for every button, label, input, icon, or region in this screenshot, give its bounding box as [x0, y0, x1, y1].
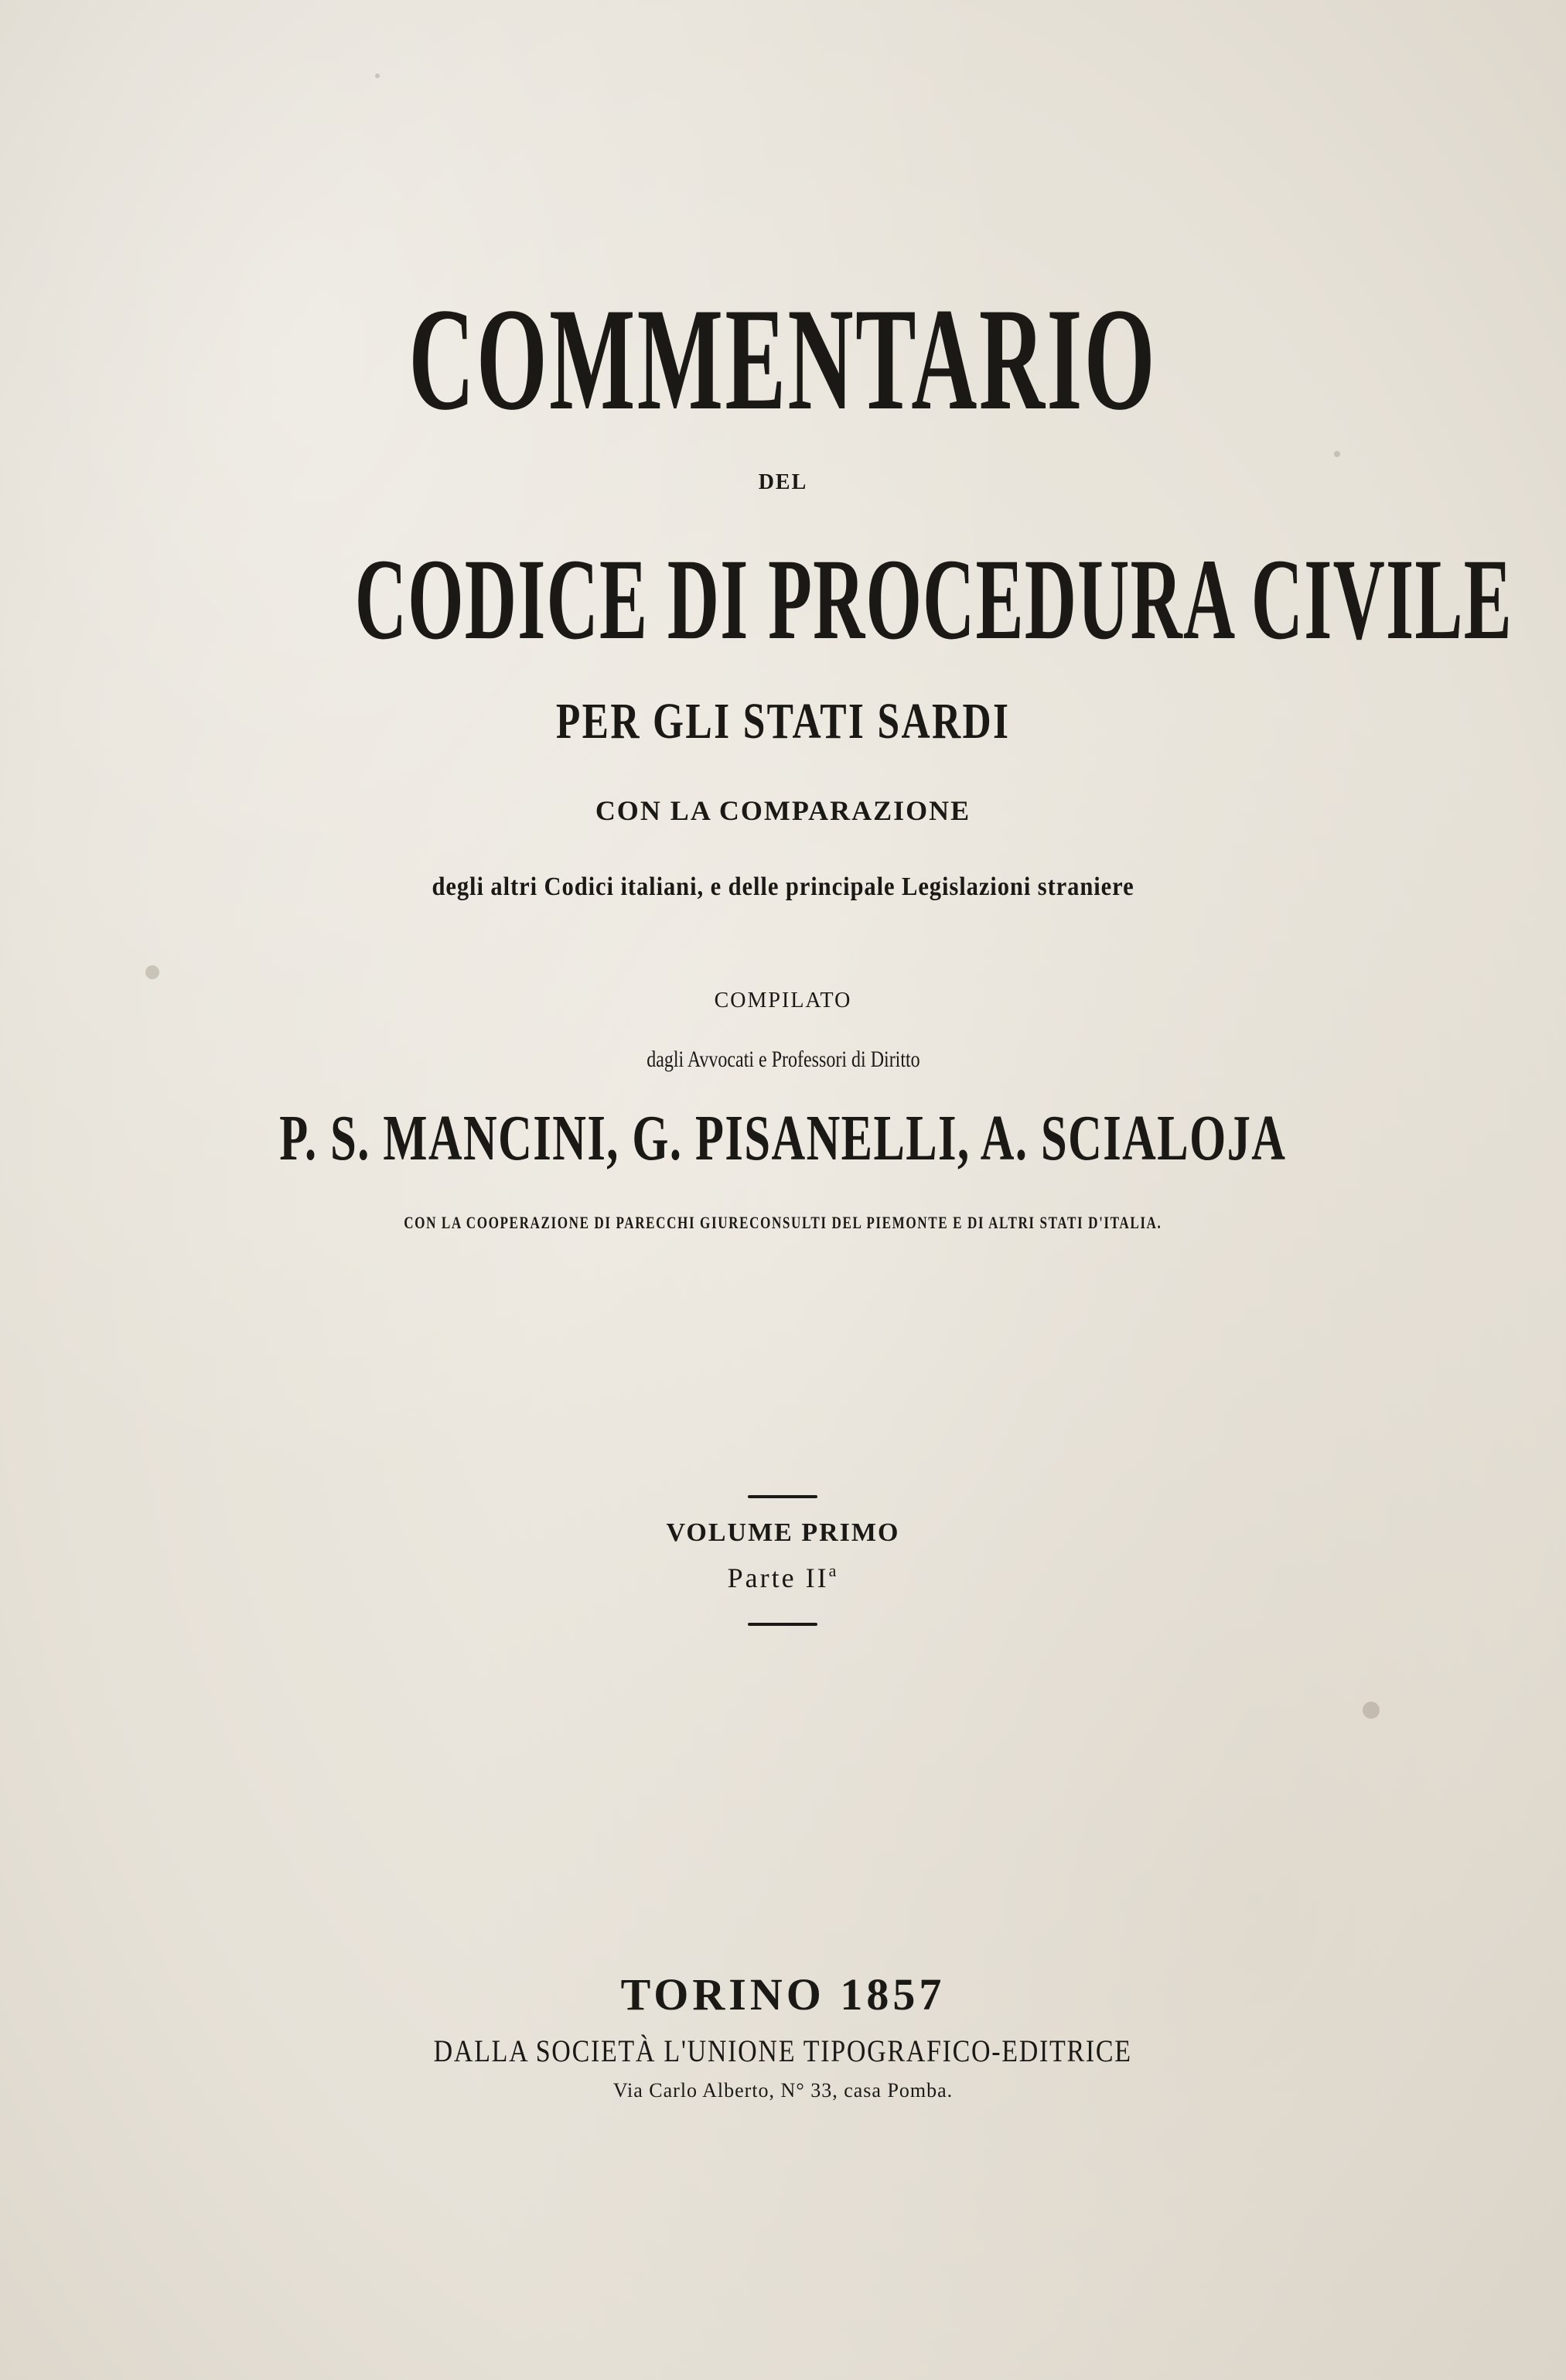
paper-spot: [145, 965, 159, 979]
part-superscript: a: [828, 1561, 839, 1580]
comparison-heading: CON LA COMPARAZIONE: [595, 795, 971, 826]
paper-spot: [1334, 451, 1340, 457]
part-text: Parte II: [727, 1562, 829, 1593]
divider-rule-bottom: [748, 1623, 817, 1626]
jurisdiction-line: PER GLI STATI SARDI: [555, 693, 1011, 750]
comparison-description: degli altri Codici italiani, e delle principale Legislazioni straniere: [432, 872, 1134, 901]
imprint-address: Via Carlo Alberto, N° 33, casa Pomba.: [612, 2079, 954, 2102]
volume-label: VOLUME PRIMO: [666, 1518, 900, 1547]
paper-spot: [1363, 1702, 1380, 1719]
book-title: COMMENTARIO: [408, 278, 1158, 441]
part-label: [0, 1562, 1566, 1592]
compiled-label: COMPILATO: [714, 989, 852, 1012]
imprint-city-year: TORINO 1857: [620, 1969, 946, 2020]
imprint-publisher: DALLA SOCIETÀ L'UNIONE TIPOGRAFICO-EDITRICE: [433, 2033, 1133, 2068]
paper-spot: [375, 73, 380, 78]
divider-rule-top: [748, 1495, 817, 1498]
authors-description: dagli Avvocati e Professori di Diritto: [646, 1047, 920, 1072]
book-subtitle: CODICE DI PROCEDURA CIVILE: [354, 535, 1513, 664]
cooperation-note: CON LA COOPERAZIONE DI PARECCHI GIURECONSULTI DEL PIEMONTE E DI ALTRI STATI D'ITALIA.: [404, 1213, 1162, 1232]
authors-names: P. S. MANCINI, G. PISANELLI, A. SCIALOJA: [279, 1102, 1287, 1174]
title-connector: DEL: [758, 470, 808, 494]
